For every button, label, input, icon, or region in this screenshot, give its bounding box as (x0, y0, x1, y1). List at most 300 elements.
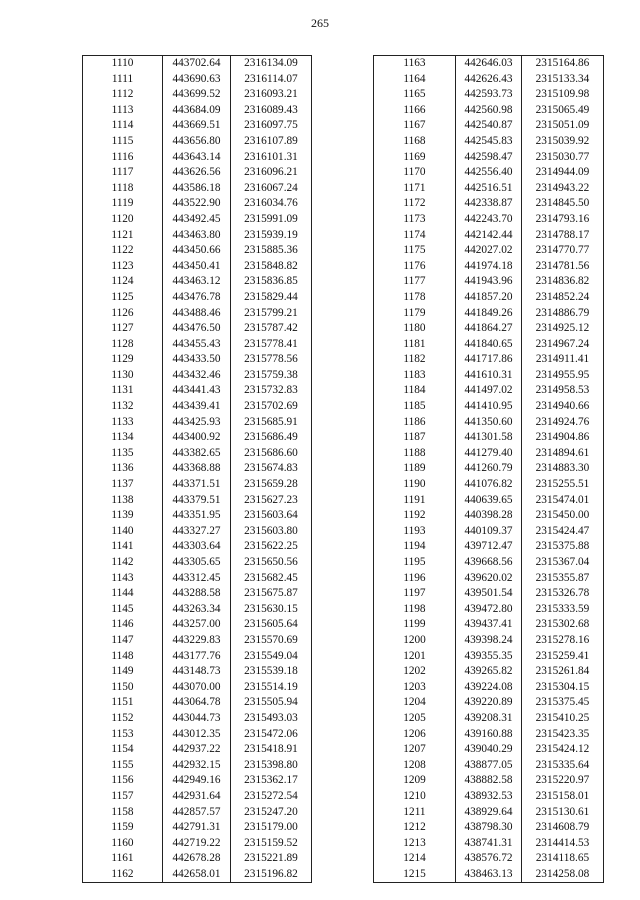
table-row (83, 290, 312, 306)
x-coordinate-cell: 441840.65 (456, 337, 522, 353)
table-row (374, 274, 604, 290)
x-coordinate-cell: 439437.41 (456, 617, 522, 633)
y-coordinate-cell: 2315302.68 (522, 617, 604, 633)
table-row (374, 851, 604, 867)
table-row (374, 352, 604, 368)
y-coordinate-cell: 2315732.83 (231, 383, 312, 399)
table-row (83, 633, 312, 649)
x-coordinate-cell: 441301.58 (456, 430, 522, 446)
y-coordinate-cell: 2315133.34 (522, 72, 604, 88)
y-coordinate-cell: 2314925.12 (522, 321, 604, 337)
point-number-cell: 1164 (374, 72, 456, 88)
point-number-cell: 1193 (374, 524, 456, 540)
point-number-cell: 1153 (83, 727, 163, 743)
point-number-cell: 1134 (83, 430, 163, 446)
x-coordinate-cell: 443371.51 (163, 477, 231, 493)
point-number-cell: 1199 (374, 617, 456, 633)
point-number-cell: 1215 (374, 867, 456, 883)
table-row (374, 727, 604, 743)
y-coordinate-cell: 2315686.49 (231, 430, 312, 446)
table-row (83, 508, 312, 524)
table-row (83, 103, 312, 119)
table-row (83, 727, 312, 743)
table-row (374, 664, 604, 680)
point-number-cell: 1111 (83, 72, 163, 88)
table-row (83, 477, 312, 493)
y-coordinate-cell: 2316097.75 (231, 118, 312, 134)
point-number-cell: 1189 (374, 461, 456, 477)
y-coordinate-cell: 2315682.45 (231, 571, 312, 587)
point-number-cell: 1171 (374, 181, 456, 197)
y-coordinate-cell: 2315829.44 (231, 290, 312, 306)
point-number-cell: 1198 (374, 602, 456, 618)
table-row (83, 181, 312, 197)
x-coordinate-cell: 443463.12 (163, 274, 231, 290)
point-number-cell: 1207 (374, 742, 456, 758)
table-row (374, 461, 604, 477)
table-row (374, 508, 604, 524)
y-coordinate-cell: 2314414.53 (522, 836, 604, 852)
y-coordinate-cell: 2315164.86 (522, 56, 604, 72)
y-coordinate-cell: 2315418.91 (231, 742, 312, 758)
y-coordinate-cell: 2315787.42 (231, 321, 312, 337)
point-number-cell: 1139 (83, 508, 163, 524)
x-coordinate-cell: 443450.41 (163, 259, 231, 275)
table-row (83, 306, 312, 322)
x-coordinate-cell: 442626.43 (456, 72, 522, 88)
y-coordinate-cell: 2314118.65 (522, 851, 604, 867)
table-row (83, 758, 312, 774)
table-row (374, 524, 604, 540)
point-number-cell: 1110 (83, 56, 163, 72)
y-coordinate-cell: 2315424.47 (522, 524, 604, 540)
table-row (83, 383, 312, 399)
y-coordinate-cell: 2315778.56 (231, 352, 312, 368)
x-coordinate-cell: 442243.70 (456, 212, 522, 228)
y-coordinate-cell: 2315051.09 (522, 118, 604, 134)
point-number-cell: 1204 (374, 695, 456, 711)
x-coordinate-cell: 443702.64 (163, 56, 231, 72)
x-coordinate-cell: 443626.56 (163, 165, 231, 181)
x-coordinate-cell: 443368.88 (163, 461, 231, 477)
y-coordinate-cell: 2315685.91 (231, 415, 312, 431)
point-number-cell: 1145 (83, 602, 163, 618)
y-coordinate-cell: 2315675.87 (231, 586, 312, 602)
table-row (374, 446, 604, 462)
point-number-cell: 1185 (374, 399, 456, 415)
point-number-cell: 1172 (374, 196, 456, 212)
table-row (83, 867, 312, 883)
table-row (374, 493, 604, 509)
table-row (83, 851, 312, 867)
point-number-cell: 1183 (374, 368, 456, 384)
point-number-cell: 1184 (374, 383, 456, 399)
table-row (83, 586, 312, 602)
table-row (374, 165, 604, 181)
table-row (83, 259, 312, 275)
x-coordinate-cell: 443327.27 (163, 524, 231, 540)
y-coordinate-cell: 2315333.59 (522, 602, 604, 618)
point-number-cell: 1132 (83, 399, 163, 415)
x-coordinate-cell: 442791.31 (163, 820, 231, 836)
x-coordinate-cell: 439208.31 (456, 711, 522, 727)
x-coordinate-cell: 442658.01 (163, 867, 231, 883)
y-coordinate-cell: 2315362.17 (231, 773, 312, 789)
y-coordinate-cell: 2315450.00 (522, 508, 604, 524)
x-coordinate-cell: 442516.51 (456, 181, 522, 197)
point-number-cell: 1167 (374, 118, 456, 134)
point-number-cell: 1177 (374, 274, 456, 290)
x-coordinate-cell: 440109.37 (456, 524, 522, 540)
y-coordinate-cell: 2315355.87 (522, 571, 604, 587)
table-row (374, 805, 604, 821)
point-number-cell: 1158 (83, 805, 163, 821)
y-coordinate-cell: 2315885.36 (231, 243, 312, 259)
table-row (83, 56, 312, 72)
point-number-cell: 1155 (83, 758, 163, 774)
point-number-cell: 1182 (374, 352, 456, 368)
table-row (83, 165, 312, 181)
x-coordinate-cell: 443305.65 (163, 555, 231, 571)
x-coordinate-cell: 438463.13 (456, 867, 522, 883)
point-number-cell: 1140 (83, 524, 163, 540)
x-coordinate-cell: 440639.65 (456, 493, 522, 509)
y-coordinate-cell: 2315109.98 (522, 87, 604, 103)
y-coordinate-cell: 2315848.82 (231, 259, 312, 275)
table-row (83, 415, 312, 431)
y-coordinate-cell: 2316134.09 (231, 56, 312, 72)
point-number-cell: 1211 (374, 805, 456, 821)
x-coordinate-cell: 443439.41 (163, 399, 231, 415)
x-coordinate-cell: 442931.64 (163, 789, 231, 805)
x-coordinate-cell: 443070.00 (163, 680, 231, 696)
y-coordinate-cell: 2314967.24 (522, 337, 604, 353)
y-coordinate-cell: 2315622.25 (231, 539, 312, 555)
x-coordinate-cell: 442949.16 (163, 773, 231, 789)
table-row (83, 571, 312, 587)
y-coordinate-cell: 2314258.08 (522, 867, 604, 883)
y-coordinate-cell: 2316107.89 (231, 134, 312, 150)
point-number-cell: 1192 (374, 508, 456, 524)
y-coordinate-cell: 2315939.19 (231, 228, 312, 244)
table-row (83, 555, 312, 571)
x-coordinate-cell: 443690.63 (163, 72, 231, 88)
point-number-cell: 1141 (83, 539, 163, 555)
point-number-cell: 1133 (83, 415, 163, 431)
point-number-cell: 1174 (374, 228, 456, 244)
y-coordinate-cell: 2315630.15 (231, 602, 312, 618)
x-coordinate-cell: 439224.08 (456, 680, 522, 696)
x-coordinate-cell: 443656.80 (163, 134, 231, 150)
table-row (83, 243, 312, 259)
x-coordinate-cell: 439265.82 (456, 664, 522, 680)
x-coordinate-cell: 442338.87 (456, 196, 522, 212)
x-coordinate-cell: 439355.35 (456, 649, 522, 665)
point-number-cell: 1126 (83, 306, 163, 322)
table-row (374, 649, 604, 665)
point-number-cell: 1194 (374, 539, 456, 555)
x-coordinate-cell: 441610.31 (456, 368, 522, 384)
y-coordinate-cell: 2316093.21 (231, 87, 312, 103)
y-coordinate-cell: 2316034.76 (231, 196, 312, 212)
y-coordinate-cell: 2316114.07 (231, 72, 312, 88)
table-row (83, 72, 312, 88)
x-coordinate-cell: 441410.95 (456, 399, 522, 415)
y-coordinate-cell: 2315836.85 (231, 274, 312, 290)
x-coordinate-cell: 443450.66 (163, 243, 231, 259)
point-number-cell: 1201 (374, 649, 456, 665)
y-coordinate-cell: 2315549.04 (231, 649, 312, 665)
x-coordinate-cell: 441260.79 (456, 461, 522, 477)
point-number-cell: 1187 (374, 430, 456, 446)
point-number-cell: 1154 (83, 742, 163, 758)
point-number-cell: 1162 (83, 867, 163, 883)
y-coordinate-cell: 2315039.92 (522, 134, 604, 150)
table-row (83, 134, 312, 150)
point-number-cell: 1123 (83, 259, 163, 275)
table-row (83, 695, 312, 711)
y-coordinate-cell: 2314940.66 (522, 399, 604, 415)
x-coordinate-cell: 442027.02 (456, 243, 522, 259)
table-row (83, 337, 312, 353)
table-row (83, 212, 312, 228)
y-coordinate-cell: 2314955.95 (522, 368, 604, 384)
y-coordinate-cell: 2315221.89 (231, 851, 312, 867)
y-coordinate-cell: 2314911.41 (522, 352, 604, 368)
table-row (83, 321, 312, 337)
y-coordinate-cell: 2315335.64 (522, 758, 604, 774)
point-number-cell: 1212 (374, 820, 456, 836)
x-coordinate-cell: 443012.35 (163, 727, 231, 743)
point-number-cell: 1196 (374, 571, 456, 587)
point-number-cell: 1188 (374, 446, 456, 462)
table-row (374, 243, 604, 259)
y-coordinate-cell: 2315570.69 (231, 633, 312, 649)
x-coordinate-cell: 443288.58 (163, 586, 231, 602)
point-number-cell: 1142 (83, 555, 163, 571)
point-number-cell: 1203 (374, 680, 456, 696)
y-coordinate-cell: 2315514.19 (231, 680, 312, 696)
y-coordinate-cell: 2314886.79 (522, 306, 604, 322)
x-coordinate-cell: 439398.24 (456, 633, 522, 649)
y-coordinate-cell: 2315398.80 (231, 758, 312, 774)
table-row (83, 150, 312, 166)
table-row (83, 539, 312, 555)
page-number: 265 (311, 16, 329, 30)
x-coordinate-cell: 443257.00 (163, 617, 231, 633)
x-coordinate-cell: 439620.02 (456, 571, 522, 587)
table-row (374, 633, 604, 649)
table-row (374, 477, 604, 493)
y-coordinate-cell: 2314852.24 (522, 290, 604, 306)
y-coordinate-cell: 2315065.49 (522, 103, 604, 119)
x-coordinate-cell: 442937.22 (163, 742, 231, 758)
y-coordinate-cell: 2315159.52 (231, 836, 312, 852)
y-coordinate-cell: 2315367.04 (522, 555, 604, 571)
table-row (374, 337, 604, 353)
x-coordinate-cell: 443433.50 (163, 352, 231, 368)
point-number-cell: 1178 (374, 290, 456, 306)
y-coordinate-cell: 2315505.94 (231, 695, 312, 711)
y-coordinate-cell: 2315375.45 (522, 695, 604, 711)
point-number-cell: 1124 (83, 274, 163, 290)
y-coordinate-cell: 2315778.41 (231, 337, 312, 353)
point-number-cell: 1160 (83, 836, 163, 852)
point-number-cell: 1195 (374, 555, 456, 571)
y-coordinate-cell: 2315247.20 (231, 805, 312, 821)
point-number-cell: 1125 (83, 290, 163, 306)
table-row (374, 415, 604, 431)
table-row (374, 87, 604, 103)
table-row (374, 259, 604, 275)
x-coordinate-cell: 438877.05 (456, 758, 522, 774)
table-row (83, 617, 312, 633)
x-coordinate-cell: 443455.43 (163, 337, 231, 353)
point-number-cell: 1186 (374, 415, 456, 431)
table-row (374, 56, 604, 72)
table-row (83, 493, 312, 509)
y-coordinate-cell: 2314894.61 (522, 446, 604, 462)
x-coordinate-cell: 443586.18 (163, 181, 231, 197)
x-coordinate-cell: 439040.29 (456, 742, 522, 758)
point-number-cell: 1197 (374, 586, 456, 602)
point-number-cell: 1206 (374, 727, 456, 743)
y-coordinate-cell: 2314958.53 (522, 383, 604, 399)
x-coordinate-cell: 443425.93 (163, 415, 231, 431)
point-number-cell: 1136 (83, 461, 163, 477)
coordinates-table-left-body (83, 56, 312, 883)
x-coordinate-cell: 438882.58 (456, 773, 522, 789)
table-row (83, 836, 312, 852)
x-coordinate-cell: 443643.14 (163, 150, 231, 166)
point-number-cell: 1175 (374, 243, 456, 259)
x-coordinate-cell: 443177.76 (163, 649, 231, 665)
table-row (83, 399, 312, 415)
point-number-cell: 1165 (374, 87, 456, 103)
x-coordinate-cell: 442560.98 (456, 103, 522, 119)
y-coordinate-cell: 2315158.01 (522, 789, 604, 805)
table-row (83, 87, 312, 103)
point-number-cell: 1210 (374, 789, 456, 805)
table-row (83, 196, 312, 212)
y-coordinate-cell: 2315326.78 (522, 586, 604, 602)
table-row (83, 820, 312, 836)
y-coordinate-cell: 2314788.17 (522, 228, 604, 244)
x-coordinate-cell: 442719.22 (163, 836, 231, 852)
table-row (374, 555, 604, 571)
table-row (83, 228, 312, 244)
point-number-cell: 1130 (83, 368, 163, 384)
point-number-cell: 1143 (83, 571, 163, 587)
x-coordinate-cell: 439712.47 (456, 539, 522, 555)
table-row (83, 430, 312, 446)
x-coordinate-cell: 438798.30 (456, 820, 522, 836)
y-coordinate-cell: 2315030.77 (522, 150, 604, 166)
x-coordinate-cell: 443492.45 (163, 212, 231, 228)
y-coordinate-cell: 2316089.43 (231, 103, 312, 119)
point-number-cell: 1163 (374, 56, 456, 72)
point-number-cell: 1117 (83, 165, 163, 181)
x-coordinate-cell: 443263.34 (163, 602, 231, 618)
x-coordinate-cell: 441279.40 (456, 446, 522, 462)
x-coordinate-cell: 439220.89 (456, 695, 522, 711)
y-coordinate-cell: 2315650.56 (231, 555, 312, 571)
table-row (83, 274, 312, 290)
point-number-cell: 1209 (374, 773, 456, 789)
y-coordinate-cell: 2314836.82 (522, 274, 604, 290)
y-coordinate-cell: 2315220.97 (522, 773, 604, 789)
point-number-cell: 1213 (374, 836, 456, 852)
x-coordinate-cell: 443382.65 (163, 446, 231, 462)
y-coordinate-cell: 2315261.84 (522, 664, 604, 680)
table-row (374, 118, 604, 134)
y-coordinate-cell: 2315627.23 (231, 493, 312, 509)
table-row (374, 368, 604, 384)
point-number-cell: 1119 (83, 196, 163, 212)
table-row (83, 524, 312, 540)
x-coordinate-cell: 442857.57 (163, 805, 231, 821)
point-number-cell: 1152 (83, 711, 163, 727)
point-number-cell: 1147 (83, 633, 163, 649)
x-coordinate-cell: 440398.28 (456, 508, 522, 524)
point-number-cell: 1157 (83, 789, 163, 805)
y-coordinate-cell: 2315493.03 (231, 711, 312, 727)
x-coordinate-cell: 443684.09 (163, 103, 231, 119)
table-row (374, 742, 604, 758)
point-number-cell: 1200 (374, 633, 456, 649)
y-coordinate-cell: 2316101.31 (231, 150, 312, 166)
x-coordinate-cell: 443476.50 (163, 321, 231, 337)
x-coordinate-cell: 443432.46 (163, 368, 231, 384)
y-coordinate-cell: 2315659.28 (231, 477, 312, 493)
table-row (374, 134, 604, 150)
point-number-cell: 1120 (83, 212, 163, 228)
table-row (83, 773, 312, 789)
x-coordinate-cell: 441864.27 (456, 321, 522, 337)
x-coordinate-cell: 438932.53 (456, 789, 522, 805)
x-coordinate-cell: 443148.73 (163, 664, 231, 680)
point-number-cell: 1151 (83, 695, 163, 711)
x-coordinate-cell: 438741.31 (456, 836, 522, 852)
point-number-cell: 1144 (83, 586, 163, 602)
table-row (83, 742, 312, 758)
y-coordinate-cell: 2315259.41 (522, 649, 604, 665)
table-row (374, 820, 604, 836)
x-coordinate-cell: 442678.28 (163, 851, 231, 867)
y-coordinate-cell: 2315304.15 (522, 680, 604, 696)
x-coordinate-cell: 442556.40 (456, 165, 522, 181)
y-coordinate-cell: 2315375.88 (522, 539, 604, 555)
point-number-cell: 1122 (83, 243, 163, 259)
y-coordinate-cell: 2315278.16 (522, 633, 604, 649)
y-coordinate-cell: 2314793.16 (522, 212, 604, 228)
x-coordinate-cell: 441857.20 (456, 290, 522, 306)
x-coordinate-cell: 443400.92 (163, 430, 231, 446)
table-row (374, 383, 604, 399)
point-number-cell: 1127 (83, 321, 163, 337)
point-number-cell: 1148 (83, 649, 163, 665)
table-row (374, 867, 604, 883)
table-row (83, 118, 312, 134)
table-row (374, 399, 604, 415)
y-coordinate-cell: 2315686.60 (231, 446, 312, 462)
x-coordinate-cell: 443303.64 (163, 539, 231, 555)
x-coordinate-cell: 442932.15 (163, 758, 231, 774)
y-coordinate-cell: 2314781.56 (522, 259, 604, 275)
x-coordinate-cell: 442598.47 (456, 150, 522, 166)
table-row (374, 196, 604, 212)
y-coordinate-cell: 2315423.35 (522, 727, 604, 743)
